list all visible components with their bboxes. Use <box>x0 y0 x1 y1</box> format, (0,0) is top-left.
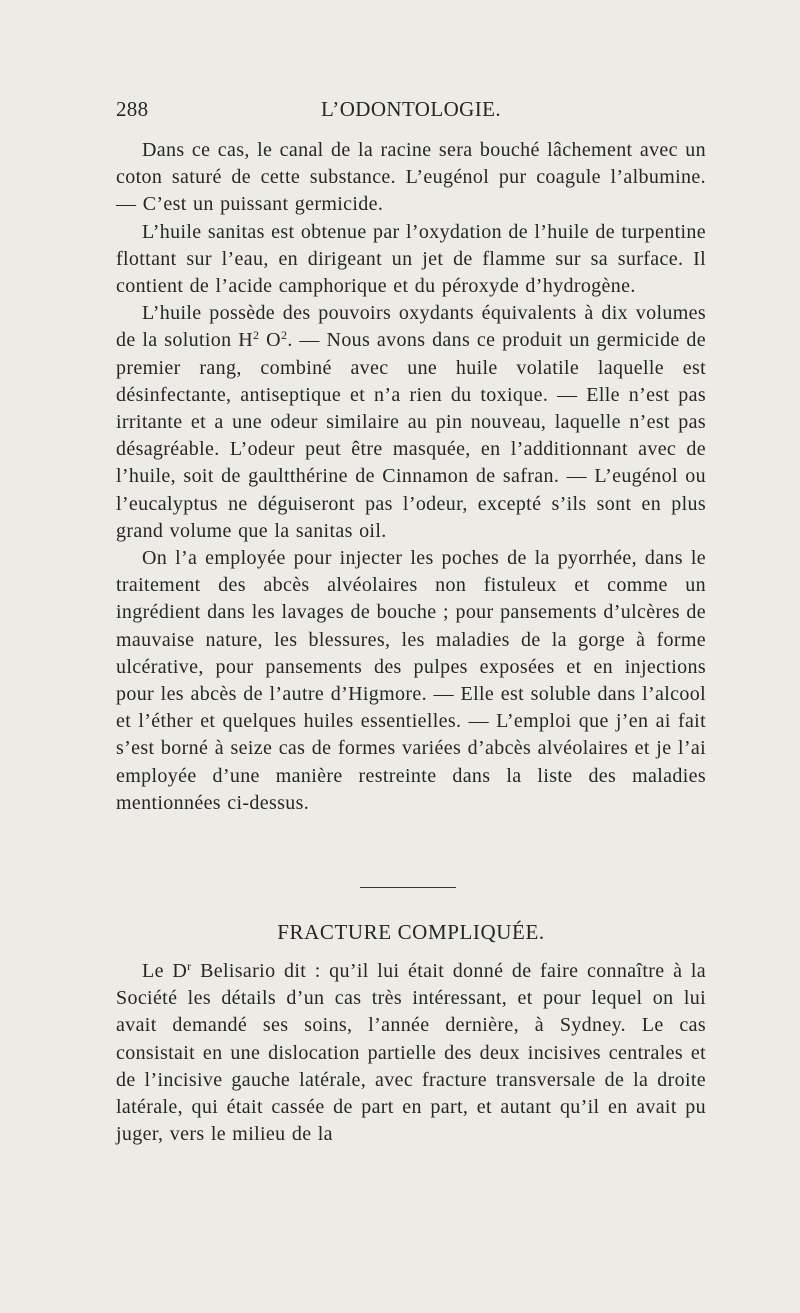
superscript: 2 <box>280 328 288 343</box>
paragraph-text-part: Le D <box>142 960 188 982</box>
section-divider <box>360 887 456 888</box>
section-text <box>116 958 706 1148</box>
main-text <box>116 137 706 817</box>
paragraph-text-part: Belisario dit : qu’il lui était donné de faire connaître à la Société les détails d’un cas très intéressant, et pour lequel on lui avait demandé ses soins, l’année dernière, à Sydney. Le cas consistait en une dislocation partielle des deux incisives centrales et de l’incisive gauche latérale, avec fracture transversale de la droite latérale, qui était cassée de part en part, et autant qu’il en avait pu juger, vers le milieu de la <box>116 960 706 1146</box>
superscript: 2 <box>253 328 260 343</box>
paragraph-pouvoirs-oxydants <box>116 300 706 545</box>
paragraph-huile-sanitas <box>116 219 706 301</box>
paragraph-fracture <box>116 958 706 1148</box>
page-header <box>116 97 706 127</box>
paragraph-text: Dans ce cas, le canal de la racine sera bouché lâchement avec un coton saturé de cette substance. L’eugénol pur coagule l’albumine. — C’est un puissant germicide. <box>116 139 706 216</box>
paragraph-text-part: L’huile possède des pouvoirs oxydants équivalents à dix volumes de la solution H <box>116 302 706 352</box>
section-heading: FRACTURE COMPLIQUÉE. <box>277 920 545 944</box>
paragraph-eugenol <box>116 137 706 219</box>
paragraph-text-part: . — Nous avons dans ce produit un germicide de premier rang, combiné avec une huile volatile laquelle est désinfectante, antiseptique et n’a rien du toxique. — Elle n’est pas irritante et a une odeur similaire au pin nouveau, laquelle n’est pas désagréable. L’odeur peut être masquée, en l’additionnant avec de l’huile, soit de gaultthérine de Cinnamon de safran. — L’eugénol ou l’eucalyptus ne déguiseront pas l’odeur, excepté s’ils sont en plus grand volume que la sanitas oil. <box>116 329 706 542</box>
running-title: L’ODONTOLOGIE. <box>321 97 501 121</box>
paragraph-emploi <box>116 545 706 817</box>
page-number: 288 <box>116 97 149 121</box>
superscript: r <box>187 959 192 973</box>
paragraph-text: On l’a employée pour injecter les poches de la pyorrhée, dans le traitement des abcès alvéolaires non fistuleux et comme un ingrédient dans les lavages de bouche ; pour pansements d’ulcères de mauvaise nature, les blessures, les maladies de la gorge à forme ulcérative, pour pansements des pulpes exposées et en injections pour les abcès de l’autre d’Higmore. — Elle est soluble dans l’alcool et l’éther et quelques huiles essentielles. — L’emploi que j’en ai fait s’est borné à seize cas de formes variées d’abcès alvéolaires et je l’ai employée d’une manière restreinte dans la liste des maladies mentionnées ci-dessus. <box>116 547 706 814</box>
paragraph-text: L’huile sanitas est obtenue par l’oxydation de l’huile de turpentine flottant sur l’eau, en dirigeant un jet de flamme sur sa surface. Il contient de l’acide camphorique et du péroxyde d’hydrogène. <box>116 220 706 298</box>
paragraph-text-part: O <box>259 329 281 352</box>
